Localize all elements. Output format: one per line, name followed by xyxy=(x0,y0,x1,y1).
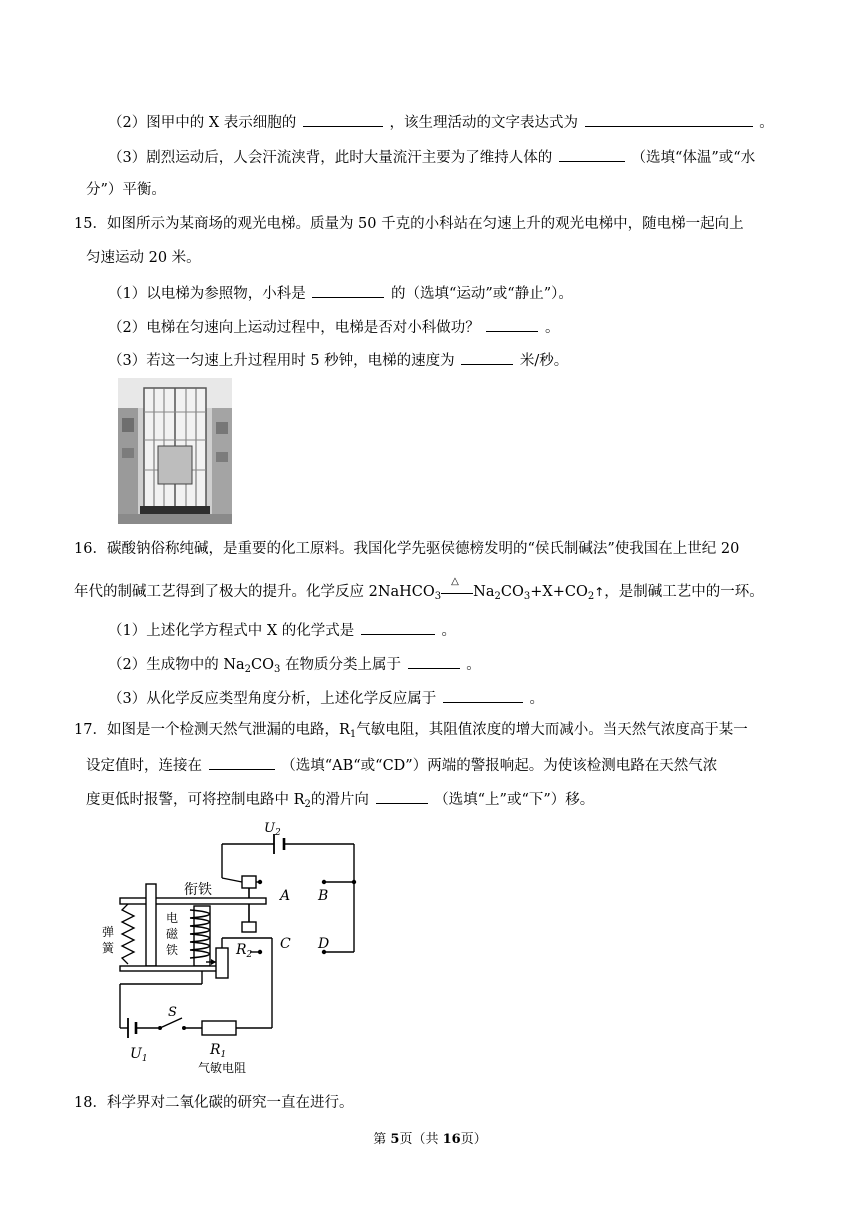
u1-letter: U xyxy=(130,1046,142,1062)
q16-p2-text-b: CO xyxy=(251,657,275,673)
q17-stem3-mid: 的滑片向 xyxy=(310,792,369,808)
r1-letter: R xyxy=(210,1042,221,1058)
q15-part2 xyxy=(108,316,559,338)
q15-part1 xyxy=(108,282,573,304)
heat-condition-arrow xyxy=(441,576,473,602)
q14-part3-cont: 分”）平衡。 xyxy=(86,182,166,198)
q15-p1-text-b: 的（选填“运动”或“静止”）。 xyxy=(390,286,573,302)
q17-stem3-tail: （选填“上”或“下”）移。 xyxy=(434,792,595,808)
spring-label: 弹 xyxy=(102,925,115,939)
q18-stem-text: 科学界对二氧化碳的研究一直在进行。 xyxy=(106,1095,354,1111)
armature-label: 衔铁 xyxy=(184,882,212,898)
rheostat-r2 xyxy=(216,948,228,978)
u2-subscript: 2 xyxy=(274,828,281,838)
question-number: 15． xyxy=(74,216,107,232)
terminal-d-label: D xyxy=(318,936,330,952)
junction xyxy=(352,880,356,884)
formula-text: Na xyxy=(473,584,495,600)
footer-text: 第 xyxy=(373,1132,391,1147)
q15-part3 xyxy=(108,349,568,371)
terminal-a-label: A xyxy=(280,888,291,904)
terminal-c-label: C xyxy=(280,936,291,952)
reaction-arrow-line xyxy=(441,593,473,594)
page-total: 16 xyxy=(442,1132,461,1147)
q16-p3-text-b: 。 xyxy=(529,691,544,707)
q17-stem1-text: 如图是一个检测天然气泄漏的电路，R xyxy=(106,722,350,738)
q16-stem2-tail: ，是制碱工艺中的一环。 xyxy=(604,584,764,600)
subscript: 3 xyxy=(434,591,442,602)
subscript: 1 xyxy=(349,729,357,740)
q16-p2-text-a: （2）生成物中的 Na xyxy=(108,657,245,673)
r2-subscript: 2 xyxy=(246,950,253,960)
formula-text: CO xyxy=(500,584,524,600)
q14-p3-text-a: （3）剧烈运动后，人会汗流浃背，此时大量流汗主要为了维持人体的 xyxy=(108,150,553,166)
armature-bar xyxy=(120,898,266,904)
answer-blank[interactable] xyxy=(408,653,460,669)
q17-stem2-text: 设定值时，连接在 xyxy=(86,758,202,774)
switch-label: S xyxy=(168,1005,177,1020)
q15-p3-text-b: 米/秒。 xyxy=(519,353,569,369)
answer-blank[interactable] xyxy=(303,111,383,127)
q16-p3-text-a: （3）从化学反应类型角度分析，上述化学反应属于 xyxy=(108,691,437,707)
answer-blank[interactable] xyxy=(312,282,384,298)
subscript: 2 xyxy=(494,591,501,602)
q15-p2-text-a: （2）电梯在匀速向上运动过程中，电梯是否对小科做功？ xyxy=(108,320,480,336)
q14-p2-text-b: ，该生理活动的文字表达式为 xyxy=(389,115,578,131)
footer-text: 页） xyxy=(460,1132,487,1147)
question-number: 18． xyxy=(74,1095,107,1111)
question-number: 16． xyxy=(74,541,107,557)
subscript: 2 xyxy=(587,591,595,602)
q16-p1-text-a: （1）上述化学方程式中 X 的化学式是 xyxy=(108,623,355,639)
page-footer xyxy=(0,1128,860,1147)
gas-arrow-icon: ↑ xyxy=(594,585,605,599)
answer-blank[interactable] xyxy=(486,316,538,332)
subscript: 3 xyxy=(274,664,281,675)
subscript: 3 xyxy=(523,591,531,602)
q14-p3-text-b: （选填“体温”或“水 xyxy=(631,150,756,166)
q18-stem xyxy=(74,1093,353,1113)
q16-part3 xyxy=(108,687,544,709)
subscript: 2 xyxy=(304,799,311,810)
q16-stem2-text: 年代的制碱工艺得到了极大的提升。化学反应 2NaHCO xyxy=(74,584,435,600)
resistor-r1 xyxy=(202,1021,236,1035)
subscript: 2 xyxy=(244,664,252,675)
electromagnet-label: 电 xyxy=(166,911,179,925)
u1-subscript: 1 xyxy=(141,1054,148,1064)
footer-text: 页（共 xyxy=(399,1132,443,1147)
q14-p2-text-c: 。 xyxy=(759,115,774,131)
answer-blank[interactable] xyxy=(559,146,625,162)
heat-delta-icon: △ xyxy=(451,576,459,587)
q15-stem-2: 匀速运动 20 米。 xyxy=(86,250,201,266)
spring-label: 簧 xyxy=(102,941,115,955)
elevator-photo-graphic xyxy=(118,378,232,524)
q15-p1-text-a: （1）以电梯为参照物，小科是 xyxy=(108,286,306,302)
electromagnet-label: 铁 xyxy=(166,943,179,957)
answer-blank[interactable] xyxy=(376,788,428,804)
q17-stem3-text: 度更低时报警，可将控制电路中 R xyxy=(86,792,305,808)
q17-stem1-tail: 气敏电阻，其阻值浓度的增大而减小。当天然气浓度高于某一 xyxy=(356,722,748,738)
q16-stem-1 xyxy=(74,539,739,559)
formula-text: +X+CO xyxy=(530,584,588,600)
upper-contact xyxy=(242,876,256,888)
q16-stem-text: 碳酸钠俗称纯碱，是重要的化工原料。我国化学先驱侯德榜发明的“侯氏制碱法”使我国在上世纪 20 xyxy=(106,541,740,557)
answer-blank[interactable] xyxy=(461,349,513,365)
circuit-diagram xyxy=(98,818,378,1078)
q16-part2 xyxy=(108,653,481,675)
q16-stem-2 xyxy=(74,576,764,602)
q16-p2-text-c: 在物质分类上属于 xyxy=(285,657,402,673)
q16-p2-text-d: 。 xyxy=(466,657,481,673)
electromagnet-label: 磁 xyxy=(166,927,179,941)
terminal-b-label: B xyxy=(318,888,329,904)
q16-part1 xyxy=(108,619,456,641)
answer-blank[interactable] xyxy=(443,687,523,703)
elevator-photo xyxy=(118,378,232,524)
r1-subscript: 1 xyxy=(220,1050,227,1060)
q16-p1-text-b: 。 xyxy=(441,623,456,639)
question-number: 17． xyxy=(74,722,107,738)
q14-p2-text-a: （2）图甲中的 X 表示细胞的 xyxy=(108,115,297,131)
terminal-b xyxy=(322,880,326,884)
pivot-post xyxy=(146,884,156,966)
answer-blank[interactable] xyxy=(209,754,275,770)
q14-part3 xyxy=(108,146,755,168)
gas-sensor-label: 气敏电阻 xyxy=(198,1061,247,1075)
q14-part2 xyxy=(108,111,774,133)
q15-stem-1 xyxy=(74,214,744,234)
q15-p2-text-b: 。 xyxy=(544,320,560,336)
r2-letter: R xyxy=(236,942,247,958)
u2-letter: U xyxy=(264,821,275,836)
lower-contact xyxy=(242,922,256,932)
answer-blank[interactable] xyxy=(361,619,435,635)
q17-stem-3 xyxy=(86,788,594,810)
answer-blank[interactable] xyxy=(585,111,753,127)
q17-stem-1 xyxy=(74,720,748,740)
base-plate xyxy=(120,966,220,971)
q17-stem-2 xyxy=(86,754,717,776)
page-number: 5 xyxy=(390,1132,400,1147)
q15-p3-text-a: （3）若这一匀速上升过程用时 5 秒钟，电梯的速度为 xyxy=(108,353,455,369)
q15-stem-text: 如图所示为某商场的观光电梯。质量为 50 千克的小科站在匀速上升的观光电梯中，随电梯一起向上 xyxy=(106,216,744,232)
q17-stem2-tail: （选填“AB“或“CD”）两端的警报响起。为使该检测电路在天然气浓 xyxy=(281,758,718,774)
